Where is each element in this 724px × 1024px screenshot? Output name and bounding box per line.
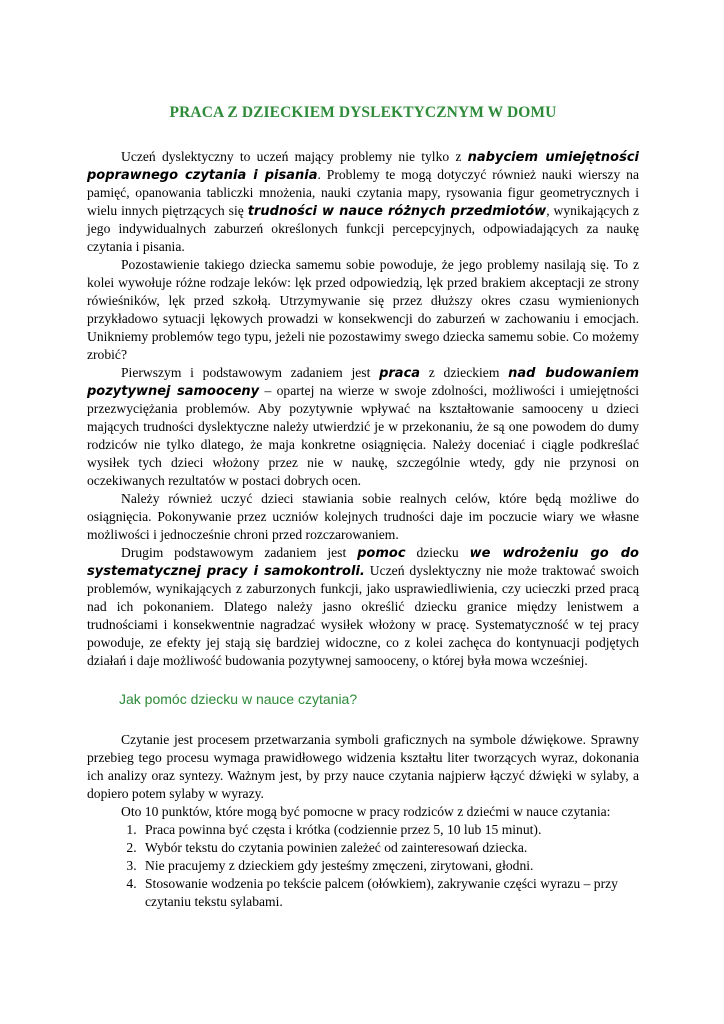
text-run: Drugim podstawowym zadaniem jest xyxy=(121,545,358,560)
text-run: . Problemy te mogą dotyczyć również nauki wierszy na pamięć, opanowania tabliczki mnożenia, nauki czytania mapy, rysowania figur geometrycznych i wielu innych piętrzących się xyxy=(87,167,639,218)
list-item: 3. Nie pracujemy z dzieckiem gdy jesteśmy zmęczeni, zirytowani, głodni. xyxy=(140,857,639,875)
document-page xyxy=(87,104,639,911)
text-run: Uczeń dyslektyczny to uczeń mający problemy nie tylko z xyxy=(121,149,468,164)
list-item: 2. Wybór tekstu do czytania powinien zależeć od zainteresowań dziecka. xyxy=(140,839,639,857)
paragraph-consequences: Pozostawienie takiego dziecka samemu sobie powoduje, że jego problemy nasilają się. To z kolei wywołuje różne rodzaje leków: lęk przed odpowiedzią, lęk przed brakiem akceptacji ze strony rówieśników, lęk przed szkołą. Utrzymywanie się przez dłuższy okres czasu wymienionych przykładowo sytuacji lękowych prowadzi w konsekwencji do zaburzeń w zachowaniu i emocjach. Unikniemy problemów tego typu, jeżeli nie pozostawimy swego dziecka samemu sobie. Co możemy zrobić? xyxy=(87,257,639,362)
highlight-phrase: praca xyxy=(379,366,421,381)
section-heading-reading: Jak pomóc dziecku w nauce czytania? xyxy=(119,691,358,707)
paragraph-ten-points: Oto 10 punktów, które mogą być pomocne w pracy rodziców z dziećmi w nauce czytania: xyxy=(121,804,611,819)
paragraph-reading-process: Czytanie jest procesem przetwarzania symboli graficznych na symbole dźwiękowe. Sprawny przebieg tego procesu wymaga prawidłowego widzenia kształtu liter tworzących wyraz, dokonania ich analizy oraz syntezy. Ważnym jest, by przy nauce czytania najpierw łączyć dźwięki w sylaby, a dopiero potem sylaby w wyrazy. xyxy=(87,732,639,801)
text-run: Pierwszym i podstawowym zadaniem jest xyxy=(121,365,380,380)
highlight-phrase: trudności w nauce różnych przedmiotów xyxy=(247,204,547,219)
tips-list xyxy=(87,821,639,911)
highlight-phrase: nad budowaniem pozytywnej samooceny xyxy=(87,366,640,399)
list-item: 1. Praca powinna być częsta i krótka (codziennie przez 5, 10 lub 15 minut). xyxy=(140,821,639,839)
highlight-phrase: pomoc xyxy=(357,546,406,561)
text-run: z dzieckiem xyxy=(420,365,509,380)
paragraph-intro xyxy=(87,148,639,256)
list-item: 4. Stosowanie wodzenia po tekście palcem (ołówkiem), zakrywanie części wyrazu – przy czytaniu tekstu sylabami. xyxy=(140,875,639,911)
text-run: Uczeń dyslektyczny nie może traktować swoich problemów, wynikających z zaburzonych funkcji, jako usprawiedliwienia, czy ucieczki przed pracą nad ich pokonaniem. Dlatego należy jasno określić dziecku granice między lenistwem a trudnościami i konsekwentnie nagradzać wysiłek włożony w pracę. Systematyczność w tej pracy powoduje, ze efekty jej stają się bardziej widoczne, co z kolei zachęca do kontynuacji podjętych działań i daje możliwość budowania pozytywnej samooceny, o której była mowa wcześniej. xyxy=(87,563,639,668)
paragraph-first-task xyxy=(87,364,639,490)
paragraph-second-task xyxy=(87,544,639,670)
paragraph-realistic-goals: Należy również uczyć dzieci stawiania sobie realnych celów, które będą możliwe do osiągnięcia. Pokonywanie przez uczniów kolejnych trudności daje im poczucie wiary we własne możliwości i jednocześnie chroni przed rozczarowaniem. xyxy=(87,491,639,542)
text-run: , wynikających z jego indywidualnych zaburzeń określonych funkcji percepcyjnych, odpowiadających za naukę czytania i pisania. xyxy=(87,203,639,254)
text-run: dziecku xyxy=(405,545,470,560)
highlight-phrase: nabyciem umiejętności poprawnego czytania i pisania xyxy=(87,150,639,183)
highlight-phrase: we wdrożeniu go do systematycznej pracy i samokontroli. xyxy=(87,546,639,579)
document-title: PRACA Z DZIECKIEM DYSLEKTYCZNYM W DOMU xyxy=(169,104,557,121)
text-run: – opartej na wierze w swoje zdolności, możliwości i umiejętności przezwyciężania problemów. Aby pozytywnie wpływać na kształtowanie samooceny u dzieci mających trudności dyslektyczne należy utwierdzić je w przekonaniu, że są one powodem do dumy rodziców nie tylko dlatego, że maja konkretne osiągnięcia. Należy doceniać i ciągle podkreślać wysiłek tych dzieci włożony przez nie w naukę, szczególnie wtedy, gdy nie przynosi on oczekiwanych rezultatów w postaci dobrych ocen. xyxy=(87,383,640,488)
